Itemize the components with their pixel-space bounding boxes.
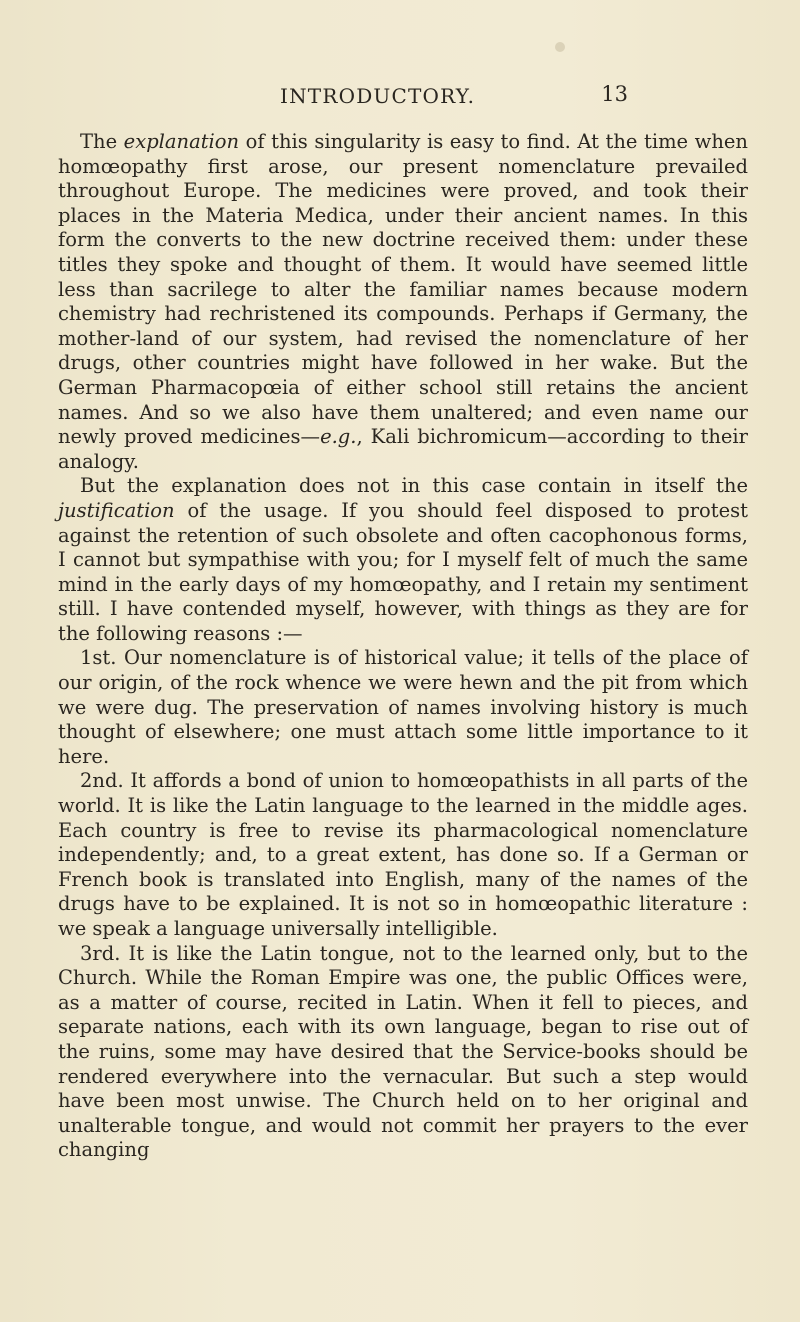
- paragraph-text: of the usage. If you should feel disposed to protest against the retention of such obsolete and often cacophonous forms, I cannot but sympathise with you; for I myself felt of much the same mind in the early days of my homœopathy, and I retain my sentiment still. I have contended myself, however, with things as they are for the following reasons :—: [58, 498, 748, 645]
- paragraph-reason-3: [58, 942, 748, 1163]
- paragraph-justification: [58, 474, 748, 646]
- paper-smudge: [555, 42, 565, 52]
- paragraph-text: of this singularity is easy to find. At the time when homœopathy first arose, our present nomenclature prevailed throughout Europe. The medicines were proved, and took their places in the Materia Medica, under their ancient names. In this form the converts to the new doctrine received them: under these titles they spoke and thought of them. It would have seemed little less than sacrilege to alter the familiar names because modern chemistry had rechristened its compounds. Perhaps if Germany, the mother-land of our system, had revised the nomenclature of her drugs, other countries might have followed in her wake. But the German Pharmacopœia of either school still retains the ancient names. And so we also have them unaltered; and even name our newly proved medicines—: [58, 130, 748, 449]
- emphasis-justification: justification: [58, 498, 175, 522]
- body-text: [58, 130, 748, 1163]
- paragraph-text: 3rd. It is like the Latin tongue, not to the learned only, but to the Church. While the Roman Empire was one, the public Offices were, as a matter of course, recited in Latin. When it fell to pieces, and separate nations, each with its own language, began to rise out of the ruins, some may have desired that the Service-books should be rendered everywhere into the vernacular. But such a step would have been most unwise. The Church held on to her original and unalterable tongue, and would not commit her prayers to the ever changing: [58, 941, 748, 1162]
- paragraph-text: 2nd. It affords a bond of union to homœopathists in all parts of the world. It is like the Latin language to the learned in the middle ages. Each country is free to revise its pharmacological nomenclature independently; and, to a great extent, has done so. If a German or French book is translated into English, many of the names of the drugs have to be explained. It is not so in homœopathic literature : we speak a language universally intelligible.: [58, 769, 748, 940]
- emphasis-explanation: explanation: [123, 130, 240, 153]
- paragraph-reason-1: [58, 646, 748, 769]
- running-head: [0, 84, 800, 114]
- emphasis-eg: e.g.: [320, 425, 357, 449]
- running-head-title: INTRODUCTORY.: [280, 84, 476, 108]
- paragraph-reason-2: [58, 769, 748, 941]
- paragraph-text: 1st. Our nomenclature is of historical value; it tells of the place of our origin, of the rock whence we were hewn and the pit from which we were dug. The preservation of names involving history is much thought of elsewhere; one must attach some little importance to it here.: [58, 646, 748, 768]
- paragraph-text-end: , Kali bichromicum—according to their analogy.: [58, 425, 748, 473]
- paragraph-explanation: [58, 130, 748, 474]
- paragraph-lead-text: The: [80, 130, 124, 153]
- page-number: 13: [601, 82, 628, 106]
- paragraph-lead-text: But the explanation does not in this case contain in itself the: [80, 474, 748, 498]
